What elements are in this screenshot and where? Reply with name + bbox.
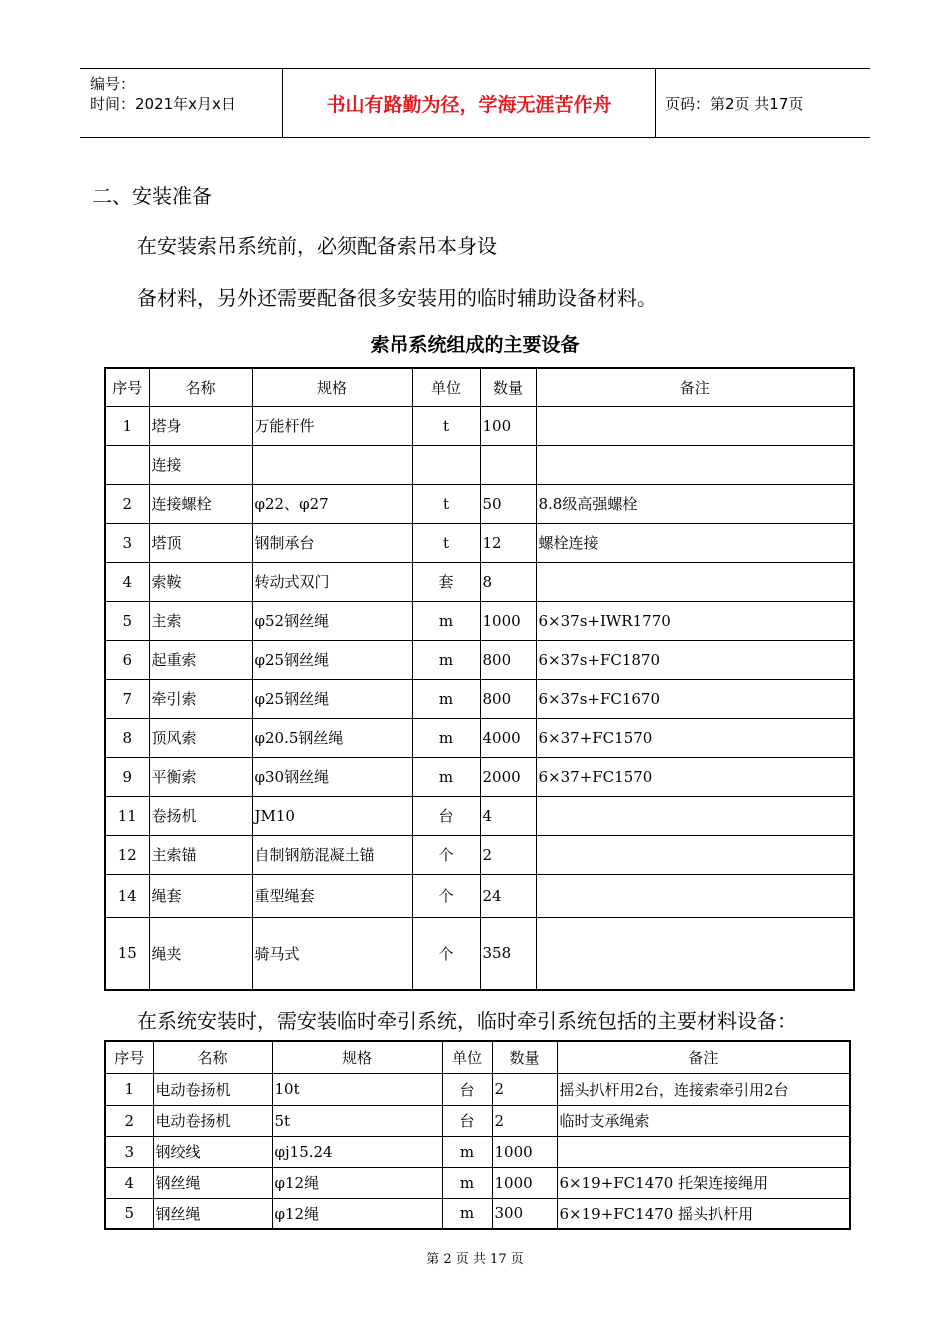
table-cell: 1 — [105, 1073, 153, 1105]
table-cell: 11 — [105, 796, 149, 835]
table-cell: 5 — [105, 601, 149, 640]
header-motto: 书山有路勤为径，学海无涯苦作舟 — [326, 93, 612, 116]
table-cell: 起重索 — [149, 640, 252, 679]
table-cell: 索鞍 — [149, 562, 252, 601]
column-header: 名称 — [153, 1041, 272, 1073]
column-header: 名称 — [149, 368, 252, 406]
doc-date-label: 时间：2021年x月x日 — [90, 95, 236, 113]
column-header: 备注 — [536, 368, 854, 406]
table-row — [105, 718, 854, 757]
table-cell: φ52钢丝绳 — [252, 601, 412, 640]
temporary-materials-table — [104, 1040, 851, 1230]
table-row — [105, 1167, 850, 1198]
table-cell: 1 — [105, 406, 149, 445]
column-header: 备注 — [557, 1041, 850, 1073]
table-cell: 6 — [105, 640, 149, 679]
table-cell: 万能杆件 — [252, 406, 412, 445]
table-cell — [536, 406, 854, 445]
table-row — [105, 874, 854, 917]
table-cell: φ12绳 — [272, 1198, 442, 1229]
equipment-table — [104, 367, 855, 991]
table-cell: 9 — [105, 757, 149, 796]
column-header: 单位 — [442, 1041, 492, 1073]
table-cell: m — [412, 757, 480, 796]
column-header: 序号 — [105, 1041, 153, 1073]
table-cell: 6×19+FC1470 托架连接绳用 — [557, 1167, 850, 1198]
table-cell — [105, 445, 149, 484]
table-cell: 3 — [105, 523, 149, 562]
table-cell: φ25钢丝绳 — [252, 640, 412, 679]
column-header: 单位 — [412, 368, 480, 406]
paragraph-line: 在安装索吊系统前，必须配备索吊本身设 — [137, 234, 497, 258]
table-cell: 800 — [480, 640, 536, 679]
table-cell: 钢制承台 — [252, 523, 412, 562]
table-row — [105, 1198, 850, 1229]
table-row — [105, 757, 854, 796]
table-cell: 6×37s+FC1870 — [536, 640, 854, 679]
table-cell — [252, 445, 412, 484]
table-cell: 1000 — [492, 1136, 557, 1167]
table-cell — [412, 445, 480, 484]
table-cell: 电动卷扬机 — [153, 1073, 272, 1105]
table-cell: 临时支承绳索 — [557, 1105, 850, 1136]
table-cell: 平衡索 — [149, 757, 252, 796]
column-header: 规格 — [272, 1041, 442, 1073]
table-cell: m — [442, 1136, 492, 1167]
table-row — [105, 1136, 850, 1167]
table-cell: 台 — [412, 796, 480, 835]
table-cell: 6×37+FC1570 — [536, 718, 854, 757]
table-cell: 4 — [105, 562, 149, 601]
table-cell: φ22、φ27 — [252, 484, 412, 523]
table-cell: 连接 — [149, 445, 252, 484]
table-row — [105, 917, 854, 990]
page-header — [80, 68, 870, 138]
column-header: 规格 — [252, 368, 412, 406]
table-cell: 螺栓连接 — [536, 523, 854, 562]
doc-number-label: 编号： — [90, 75, 136, 93]
table-cell: 骑马式 — [252, 917, 412, 990]
table-row — [105, 835, 854, 874]
table-cell: 个 — [412, 835, 480, 874]
table-cell: m — [412, 601, 480, 640]
table-cell: φ25钢丝绳 — [252, 679, 412, 718]
table-cell: 主索 — [149, 601, 252, 640]
table-cell: 4 — [105, 1167, 153, 1198]
header-motto-cell — [282, 69, 656, 137]
table-cell: 300 — [492, 1198, 557, 1229]
table-cell: 转动式双门 — [252, 562, 412, 601]
table-cell: 台 — [442, 1105, 492, 1136]
paragraph-line: 备材料，另外还需要配备很多安装用的临时辅助设备材料。 — [137, 286, 657, 310]
table-cell: 1000 — [480, 601, 536, 640]
table-header-row — [105, 1041, 850, 1073]
table-cell: 6×19+FC1470 摇头扒杆用 — [557, 1198, 850, 1229]
table-cell: 5 — [105, 1198, 153, 1229]
table-cell: 8 — [105, 718, 149, 757]
column-header: 数量 — [492, 1041, 557, 1073]
table-cell — [536, 917, 854, 990]
header-page-info: 页码：第2页 共17页 — [665, 94, 804, 113]
table-cell: 主索锚 — [149, 835, 252, 874]
table-cell: 10t — [272, 1073, 442, 1105]
table1-title: 索吊系统组成的主要设备 — [370, 334, 580, 356]
table-cell: 800 — [480, 679, 536, 718]
table-cell — [536, 562, 854, 601]
table-cell — [536, 796, 854, 835]
table-cell — [536, 445, 854, 484]
table-cell: 个 — [412, 917, 480, 990]
table-cell: 2 — [492, 1073, 557, 1105]
table-cell: 台 — [442, 1073, 492, 1105]
paragraph-line: 在系统安装时，需安装临时牵引系统，临时牵引系统包括的主要材料设备： — [137, 1009, 797, 1033]
table-cell: 2 — [105, 484, 149, 523]
table-cell: 14 — [105, 874, 149, 917]
table-cell: 卷扬机 — [149, 796, 252, 835]
table-cell — [536, 874, 854, 917]
table-cell: 重型绳套 — [252, 874, 412, 917]
table-row — [105, 640, 854, 679]
section-title: 二、安装准备 — [92, 184, 212, 208]
table-row — [105, 1073, 850, 1105]
table-cell: 连接螺栓 — [149, 484, 252, 523]
column-header: 数量 — [480, 368, 536, 406]
table-cell: 8.8级高强螺栓 — [536, 484, 854, 523]
table-row — [105, 406, 854, 445]
table-cell: 摇头扒杆用2台，连接索牵引用2台 — [557, 1073, 850, 1105]
table-cell: 牵引索 — [149, 679, 252, 718]
table-cell: t — [412, 406, 480, 445]
table-cell — [480, 445, 536, 484]
table-row — [105, 445, 854, 484]
table-cell: 2000 — [480, 757, 536, 796]
header-meta — [80, 69, 282, 137]
table-header-row — [105, 368, 854, 406]
table-cell: 4 — [480, 796, 536, 835]
table-cell: 塔身 — [149, 406, 252, 445]
table-cell: t — [412, 484, 480, 523]
table-cell: 50 — [480, 484, 536, 523]
table-cell: 12 — [480, 523, 536, 562]
table-cell: 2 — [492, 1105, 557, 1136]
table-row — [105, 601, 854, 640]
table-row — [105, 523, 854, 562]
table-cell: 6×37s+IWR1770 — [536, 601, 854, 640]
table-row — [105, 679, 854, 718]
page-footer: 第 2 页 共 17 页 — [426, 1252, 524, 1267]
table-cell: 电动卷扬机 — [153, 1105, 272, 1136]
table-cell: 绳夹 — [149, 917, 252, 990]
table-cell — [536, 835, 854, 874]
table-cell: m — [412, 679, 480, 718]
table-cell: φ20.5钢丝绳 — [252, 718, 412, 757]
table-cell: 2 — [105, 1105, 153, 1136]
table-cell: 24 — [480, 874, 536, 917]
column-header: 序号 — [105, 368, 149, 406]
table-cell: φ12绳 — [272, 1167, 442, 1198]
table-cell: 12 — [105, 835, 149, 874]
table-cell: 100 — [480, 406, 536, 445]
table-row — [105, 484, 854, 523]
table-cell: 3 — [105, 1136, 153, 1167]
table-cell: m — [412, 718, 480, 757]
table-cell: 套 — [412, 562, 480, 601]
table-cell: m — [412, 640, 480, 679]
table-cell: 绳套 — [149, 874, 252, 917]
table-row — [105, 1105, 850, 1136]
table-cell: φ30钢丝绳 — [252, 757, 412, 796]
table-cell: 2 — [480, 835, 536, 874]
table-row — [105, 796, 854, 835]
table-cell: 钢丝绳 — [153, 1167, 272, 1198]
table-cell: φj15.24 — [272, 1136, 442, 1167]
table-cell: 5t — [272, 1105, 442, 1136]
table-cell: 358 — [480, 917, 536, 990]
table-cell: m — [442, 1198, 492, 1229]
table-cell: JM10 — [252, 796, 412, 835]
table-cell: 15 — [105, 917, 149, 990]
table-cell: 塔顶 — [149, 523, 252, 562]
table-cell: 个 — [412, 874, 480, 917]
table-cell: 自制钢筋混凝土锚 — [252, 835, 412, 874]
table-cell: t — [412, 523, 480, 562]
table-cell: 8 — [480, 562, 536, 601]
table-row — [105, 562, 854, 601]
table-cell: 钢丝绳 — [153, 1198, 272, 1229]
table-cell: 7 — [105, 679, 149, 718]
table-cell — [557, 1136, 850, 1167]
table-cell: m — [442, 1167, 492, 1198]
table-cell: 1000 — [492, 1167, 557, 1198]
table-cell: 6×37s+FC1670 — [536, 679, 854, 718]
table-cell: 钢绞线 — [153, 1136, 272, 1167]
table-cell: 4000 — [480, 718, 536, 757]
table-cell: 顶风索 — [149, 718, 252, 757]
table-cell: 6×37+FC1570 — [536, 757, 854, 796]
